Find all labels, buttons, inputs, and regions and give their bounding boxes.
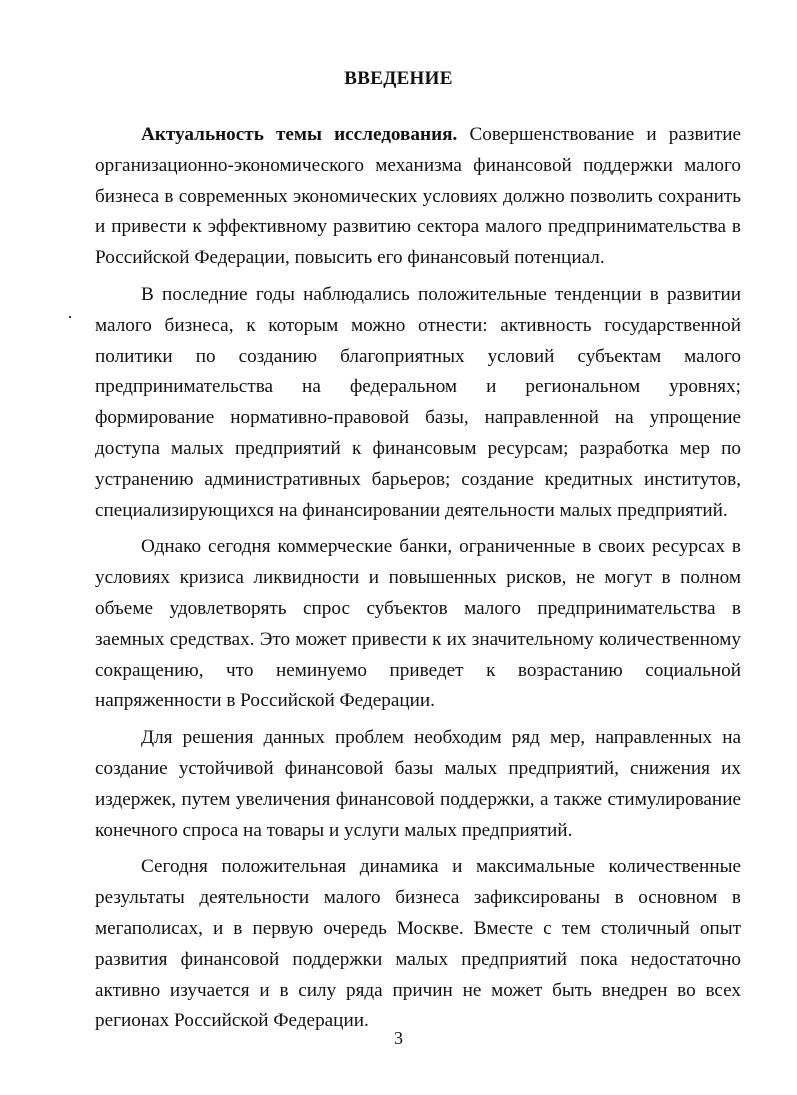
document-body: [95, 120, 741, 1043]
paragraph-trends: В последние годы наблюдались положительные тенденции в развитии малого бизнеса, к которым можно отнести: активность государственной политики по созданию благоприятных условий субъектам малого предпринимательства на федеральном и региональном уровнях; формирование нормативно-правовой базы, направленной на упрощение доступа малых предприятий к финансовым ресурсам; разработка мер по устранению административных барьеров; создание кредитных институтов, специализирующихся на финансировании деятельности малых предприятий.: [95, 283, 741, 521]
paragraph-lead: Актуальность темы исследования.: [141, 124, 458, 145]
margin-mark: [69, 316, 71, 318]
paragraph-moscow: Сегодня положительная динамика и максимальные количественные результаты деятельности малого бизнеса зафиксированы в основном в мегаполисах, и в первую очередь Москве. Вместе с тем столичный опыт развития финансовой поддержки малых предприятий пока недостаточно активно изучается и в силу ряда причин не может быть внедрен во всех регионах Российской Федерации.: [95, 856, 741, 1032]
page-number: 3: [394, 1028, 403, 1048]
page-title: ВВЕДЕНИЕ: [344, 68, 453, 89]
paragraph-banks: Однако сегодня коммерческие банки, ограниченные в своих ресурсах в условиях кризиса ликвидности и повышенных рисков, не могут в полном объеме удовлетворять спрос субъектов малого предпринимательства в заемных средствах. Это может привести к их значительному количественному сокращению, что неминуемо приведет к возрастанию социальной напряженности в Российской Федерации.: [95, 536, 741, 712]
paragraph-relevance: [95, 120, 741, 274]
paragraph-measures: Для решения данных проблем необходим ряд мер, направленных на создание устойчивой финансовой базы малых предприятий, снижения их издержек, путем увеличения финансовой поддержки, а также стимулирование конечного спроса на товары и услуги малых предприятий.: [95, 727, 741, 841]
paragraph-text: Совершенствование и развитие организационно-экономического механизма финансовой поддержки малого бизнеса в современных экономических условиях должно позволить сохранить и привести к эффективному развитию сектора малого предпринимательства в Российской Федерации, повысить его финансовый потенциал.: [95, 124, 741, 269]
